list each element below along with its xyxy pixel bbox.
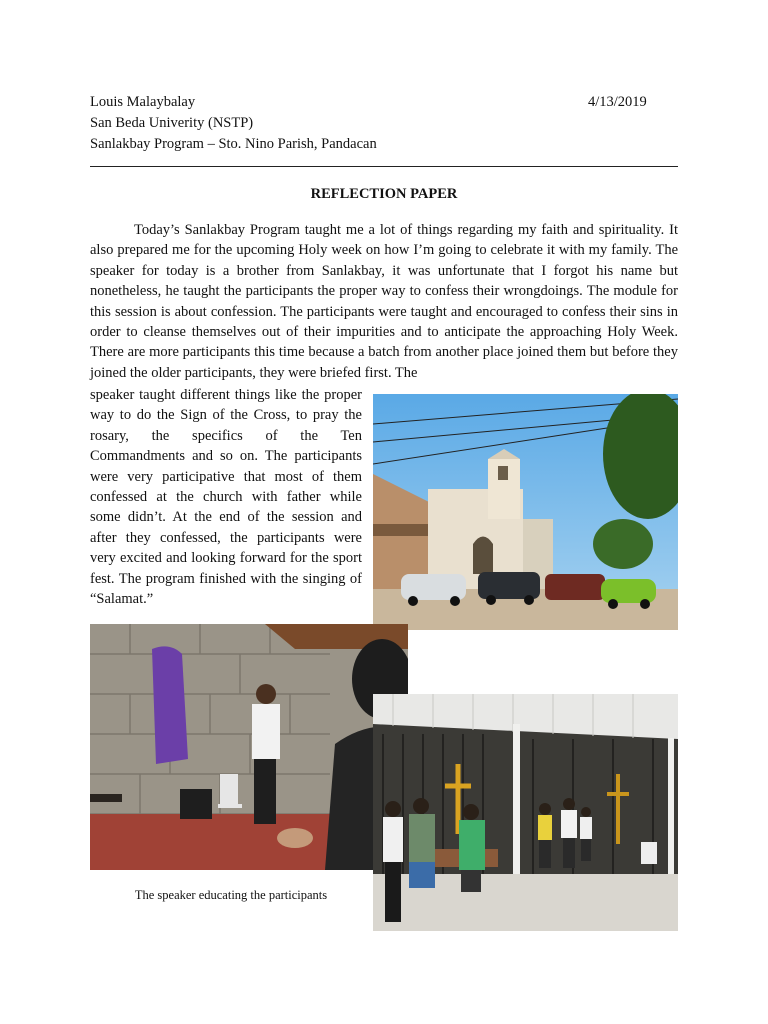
program-name: Sanlakbay Program – Sto. Nino Parish, Pandacan [90, 136, 377, 152]
participants-photo [373, 694, 678, 931]
body-paragraph: Today’s Sanlakbay Program taught me a lot of things regarding my faith and spirituality. It also prepared me for the upcoming Holy week on how I’m going to celebrate it with my family. The speaker for today is a brother from Sanlakbay, it was unfortunate that I forgot his name but nonetheless, he taught the participants the proper way to confess their wrongdoings. The module for this session is about confession. The participants were taught and encouraged to confess their sins in order to cleanse themselves out of their impurities and to anticipate the approaching Holy Week. There are more participants this time because a batch from another place joined them but before they joined the older participants, they were briefed first. The [90, 222, 678, 381]
church-exterior-photo [373, 394, 678, 630]
page-title: REFLECTION PAPER [310, 186, 458, 202]
speaker-photo [90, 624, 408, 870]
header-divider [90, 166, 678, 167]
photo-caption: The speaker educating the participants [134, 888, 328, 902]
body-paragraph-continued: speaker taught different things like the proper way to do the Sign of the Cross, to pray the rosary, the specifics of the Ten Commandments and so on. The participants were very participative that most of them confessed at the church with father while some didn’t. At the end of the session and after they confessed, the participants were very excited and looking forward for the sport fest. The program finished with the singing of “Salamat.” [90, 387, 362, 608]
document-date: 4/13/2019 [588, 94, 647, 110]
author-name: Louis Malaybalay [90, 94, 196, 110]
school-name: San Beda Univerity (NSTP) [90, 115, 254, 131]
